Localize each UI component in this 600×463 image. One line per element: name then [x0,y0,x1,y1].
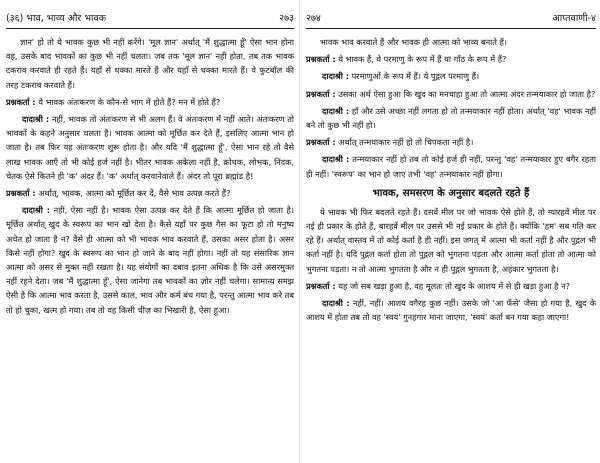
paragraph-text: उसका अर्थ ऐसा हुआ कि खुद का मनचाहा हुआ तो आत्मा अंदर तन्मयाकार हो जाता है? [338,88,596,99]
speaker-label: प्रश्नकर्ता : [306,137,336,148]
question-paragraph [306,87,596,101]
paragraph-text: ज्ञान' हो तो ये भावक कुछ भी नहीं करेंगे। 'मूल ज्ञान' अर्थात् 'मैं शुद्धात्मा हूँ' ऐसा भान होना वह, उसके बाद भावकों का कुछ भी नहीं चलता। जब तक 'मूल ज्ञान' नहीं होता, तब तक भावक टकराव करवाते ही रहते हैं। यहाँ से धक्का मारते हैं और यहाँ से धक्का मारते हैं। वे फुटबॉल की तरह टकराव करवाते हैं। [6,37,294,90]
paragraph [306,205,596,276]
right-book-title: आप्तवाणी-४ [552,13,596,24]
paragraph-text: नहीं, ऐसा नहीं है। भावक ऐसा उत्पन्न कर देते हैं कि आत्मा मूर्छित हो जाता है। मूर्छित अर्थात् खुद के स्वरूप का भान खो देता है। कैसे यहाँ पर कुछ गैस का फूटा हो तो मनुष्य अचेत हो जाता है न? वैसे ही आत्मा को भी भावक भाव करवाते हैं, उसका असर होता है। असर किसे नहीं होगा? खुद के स्वरूप का भान हो जाने के बाद नहीं होगा। नहीं तो यह संसारिक ज्ञान आत्मा को असर से मुक्त नहीं रखता है। यह संयोगों का दबाव इतना अधिक है कि उसे असरमुक्त नहीं रहने देता। जब 'मैं शुद्धात्मा हूँ', ऐसा जानेगा तब भावकों का ज़ोर नहीं चलेगा। सामान्य समझ ऐसी है कि आत्मा भाव करता है, उससे काल, भाव और कर्म बंध गया है, परन्तु आत्मा भाव करे तब तो हो चुका, खत्म हो गया। तब तो वह किसी चीज़ का भिखारी है, ऐसा हुआ। [6,205,294,315]
right-page [306,0,596,463]
answer-paragraph [306,296,596,324]
question-paragraph [306,279,596,293]
right-page-number: २७४ [306,13,321,24]
left-page-body [6,29,294,317]
answer-paragraph [306,152,596,180]
paragraph-text: तन्मयाकार नहीं हो तब तो कोई हर्ज ही नहीं, परन्तु 'वह' तन्मयाकार हुए बगैर रहता ही नहीं। 'स्वरूप' का भान हो जाए तभी 'वह' तन्मयाकार नहीं होगा। [306,154,596,179]
question-paragraph [6,95,294,109]
speaker-label: दादाश्री : [322,105,350,116]
speaker-label: दादाश्री : [22,114,50,125]
answer-paragraph [6,203,294,317]
question-paragraph [306,135,596,149]
speaker-label: दादाश्री : [322,71,349,82]
paragraph-text: अर्थात् तन्मयाकार नहीं हो तो चिपकता नहीं है। [338,137,474,148]
question-paragraph [6,186,294,200]
paragraph-text: नहीं, भावक तो अंतःकरण से भी अलग हैं। वे अंतःकरण में नहीं आते। अंतःकरण तो भावकों के कहने अनुसार चलता है। भावक आत्मा को मूर्छित कर देते हैं, इसलिए आत्मा भान हो जाता है। तब फिर यह अंतःकरण शुरू होता है। और यदि 'मैं शुद्धात्मा हूँ', ऐसा भान रहे तो वैसे लाख भावक आएँ तो भी कोई हर्ज नहीं है। भीतर भावक अकेला नहीं है, क्रोधक, लोभक, निंदक, चेतक ऐसे कितने ही 'क' अंदर हैं। 'क' अर्थात् करवानेवाले हैं। अंदर तो पूरा ब्रह्मांड है! [6,114,294,181]
answer-paragraph [306,69,596,83]
speaker-label: प्रश्नकर्ता : [306,88,336,99]
book-gutter [299,0,300,463]
speaker-label: प्रश्नकर्ता : [306,280,336,291]
left-page-header [6,6,294,29]
paragraph-text: ये भावक हैं, वे परमाणु के रूप में हैं या गाँठ के रूप में हैं? [338,54,507,65]
question-paragraph [306,52,596,66]
paragraph-text: अर्थात्, भावक, आत्मा को मूर्छित कर दें, वैसे भाव उत्पन्न करते हैं? [38,188,231,199]
speaker-label: दादाश्री : [322,298,350,309]
left-page-number: २७३ [279,13,294,24]
paragraph-text: नहीं, नहीं। आशय वगैरह कुछ नहीं। उसके जो 'आ फँसे' जैसा हो गया है, खुद के आशय में होता तब तो वह 'स्वयं' गुनहगार माना जाएगा, 'स्वयं' कर्ता बन गया कहा जाएगा! [306,298,596,323]
paragraph-text: यह जो सब खड़ा हुआ है, वह मूलतः तो खुद के आशय में से ही खड़ा हुआ है न? [338,280,570,291]
right-page-body [306,29,596,324]
paragraph-text: भावक भाव करवाते हैं और भावक ही आत्मा को भाव्य बनाते हैं। [320,37,507,47]
paragraph [6,35,294,92]
left-page [6,0,294,463]
speaker-label: दादाश्री : [22,205,50,216]
speaker-label: दादाश्री : [322,154,350,165]
speaker-label: प्रश्नकर्ता : [6,188,36,199]
answer-paragraph [6,112,294,183]
left-chapter-title: (३६) भाव, भाव्य और भावक [6,13,107,24]
right-page-header [306,6,596,29]
speaker-label: प्रश्नकर्ता : [306,54,336,65]
paragraph-text: ये भावक भी फिर बदलते रहते हैं। दसवें मील पर जो भावक ऐसे होते हैं, तो ग्यारहवें मील पर नई ही प्रकार के होते हैं, बारहवें मील पर उससे भी नई प्रकार के होते हैं। क्योंकि 'हम' सब गति कर रहे हैं। अर्थात् वास्तव में तो कोई कर्ता है ही नहीं। इस जगत् में आत्मा भी कर्ता नहीं है और पुद्गल भी कर्ता नहीं है। यदि पुद्गल कर्ता होता तो पुद्गल को भुगतना पड़ता और आत्मा कर्ता होता तो आत्मा को भुगतना पड़ता। न तो आत्मा भुगतता है और न ही पुद्गल भुगतता है, अहंकार भुगतता है। [306,206,596,274]
paragraph [306,35,596,49]
answer-paragraph [306,104,596,132]
paragraph-text: हाँ और उसे अच्छा नहीं लगता हो तो तन्मयाकार नहीं होता। अर्थात् 'वह' भावक नहीं बने तो कुछ भी नहीं हो। [306,105,596,131]
section-heading: भावक, समसरण के अनुसार बदलते रहते हैं [372,187,530,199]
paragraph-text: परमाणुओं के रूप में हैं। ये पुद्गल परमाणु हैं। [351,71,480,82]
paragraph-text: ये भावक अंतःकरण के कौन-से भाग में होते हैं? मन में होते हैं? [38,96,221,107]
speaker-label: प्रश्नकर्ता : [6,96,36,107]
